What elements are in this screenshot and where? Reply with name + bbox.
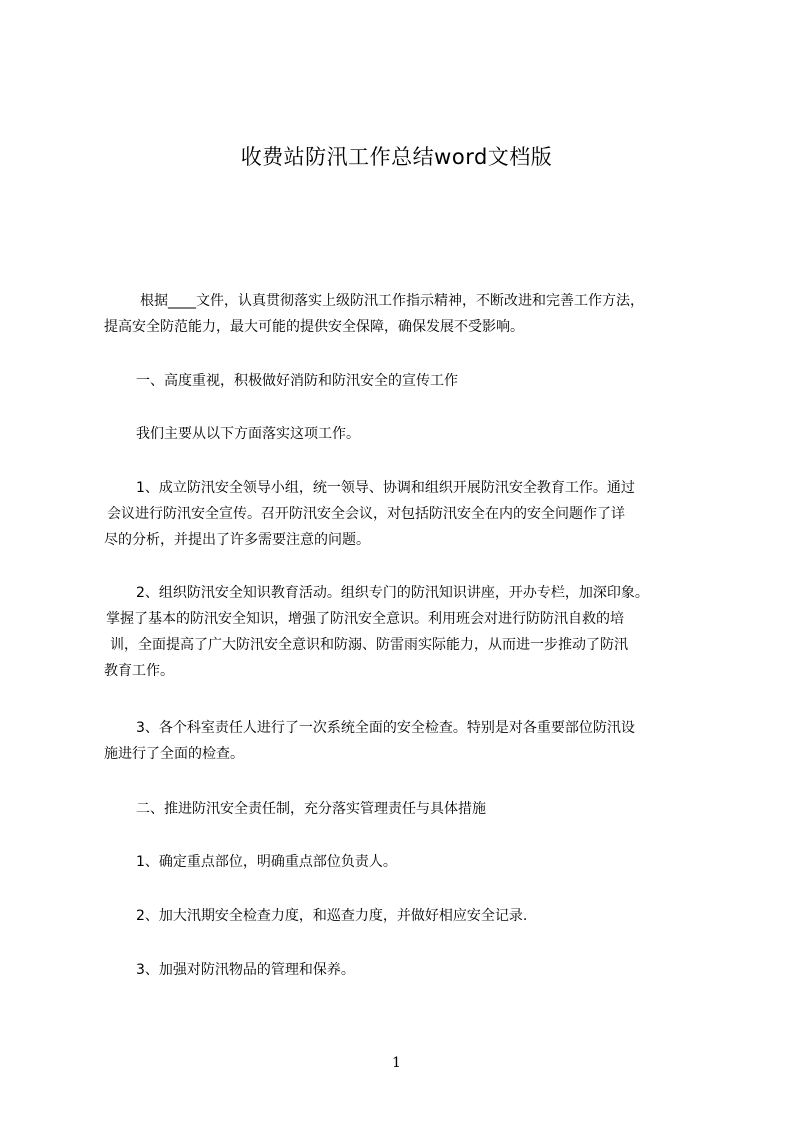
paragraph-line: 施进行了全面的检查。	[104, 746, 244, 762]
paragraph-line: 3、加强对防汛物品的管理和保养。	[136, 962, 355, 978]
paragraph-subitem-1	[104, 849, 724, 875]
paragraph-line: 会议进行防汛安全宣传。召开防汛安全会议，对包括防汛安全在内的安全问题作了详	[107, 506, 625, 522]
heading-line: 一、高度重视，积极做好消防和防汛安全的宣传工作	[136, 373, 458, 389]
paragraph-item-2	[104, 580, 724, 684]
paragraph-line: 1、确定重点部位，明确重点部位负责人。	[136, 854, 397, 870]
paragraph-line: 根据____文件，认真贯彻落实上级防汛工作指示精神，不断改进和完善工作方法，	[140, 293, 644, 309]
paragraph-line: 掌握了基本的防汛安全知识，增强了防汛安全意识。利用班会对进行防防汛自救的培	[106, 611, 624, 627]
paragraph-intro	[104, 288, 724, 340]
section-heading-1	[104, 368, 724, 394]
paragraph-subitem-2	[104, 903, 724, 929]
paragraph-line: 3、各个科室责任人进行了一次系统全面的安全检查。特别是对各重要部位防汛设	[136, 720, 635, 736]
page-number: 1	[392, 1055, 401, 1071]
paragraph-item-1	[104, 475, 724, 553]
heading-line: 二、推进防汛安全责任制，充分落实管理责任与具体措施	[136, 801, 486, 817]
paragraph-line: 教育工作。	[104, 663, 174, 679]
paragraph-overview	[104, 421, 724, 447]
paragraph-line: 尽的分析，并提出了许多需要注意的问题。	[104, 532, 370, 548]
paragraph-item-3	[104, 715, 724, 767]
paragraph-line: 2、组织防汛安全知识教育活动。组织专门的防汛知识讲座，开办专栏，加深印象。	[136, 585, 649, 601]
document-title: 收费站防汛工作总结word文档版	[240, 145, 553, 169]
section-heading-2	[104, 796, 724, 822]
paragraph-line: 我们主要从以下方面落实这项工作。	[136, 426, 360, 442]
paragraph-line: 1、成立防汛安全领导小组，统一领导、协调和组织开展防汛安全教育工作。通过	[136, 480, 635, 496]
paragraph-subitem-3	[104, 957, 724, 983]
paragraph-line: 提高安全防范能力，最大可能的提供安全保障，确保发展不受影响。	[104, 319, 524, 335]
paragraph-line: 训，全面提高了广大防汛安全意识和防溺、防雷雨实际能力，从而进一步推动了防汛	[110, 637, 628, 653]
paragraph-line: 2、加大汛期安全检查力度，和巡查力度，并做好相应安全记录.	[136, 908, 528, 924]
